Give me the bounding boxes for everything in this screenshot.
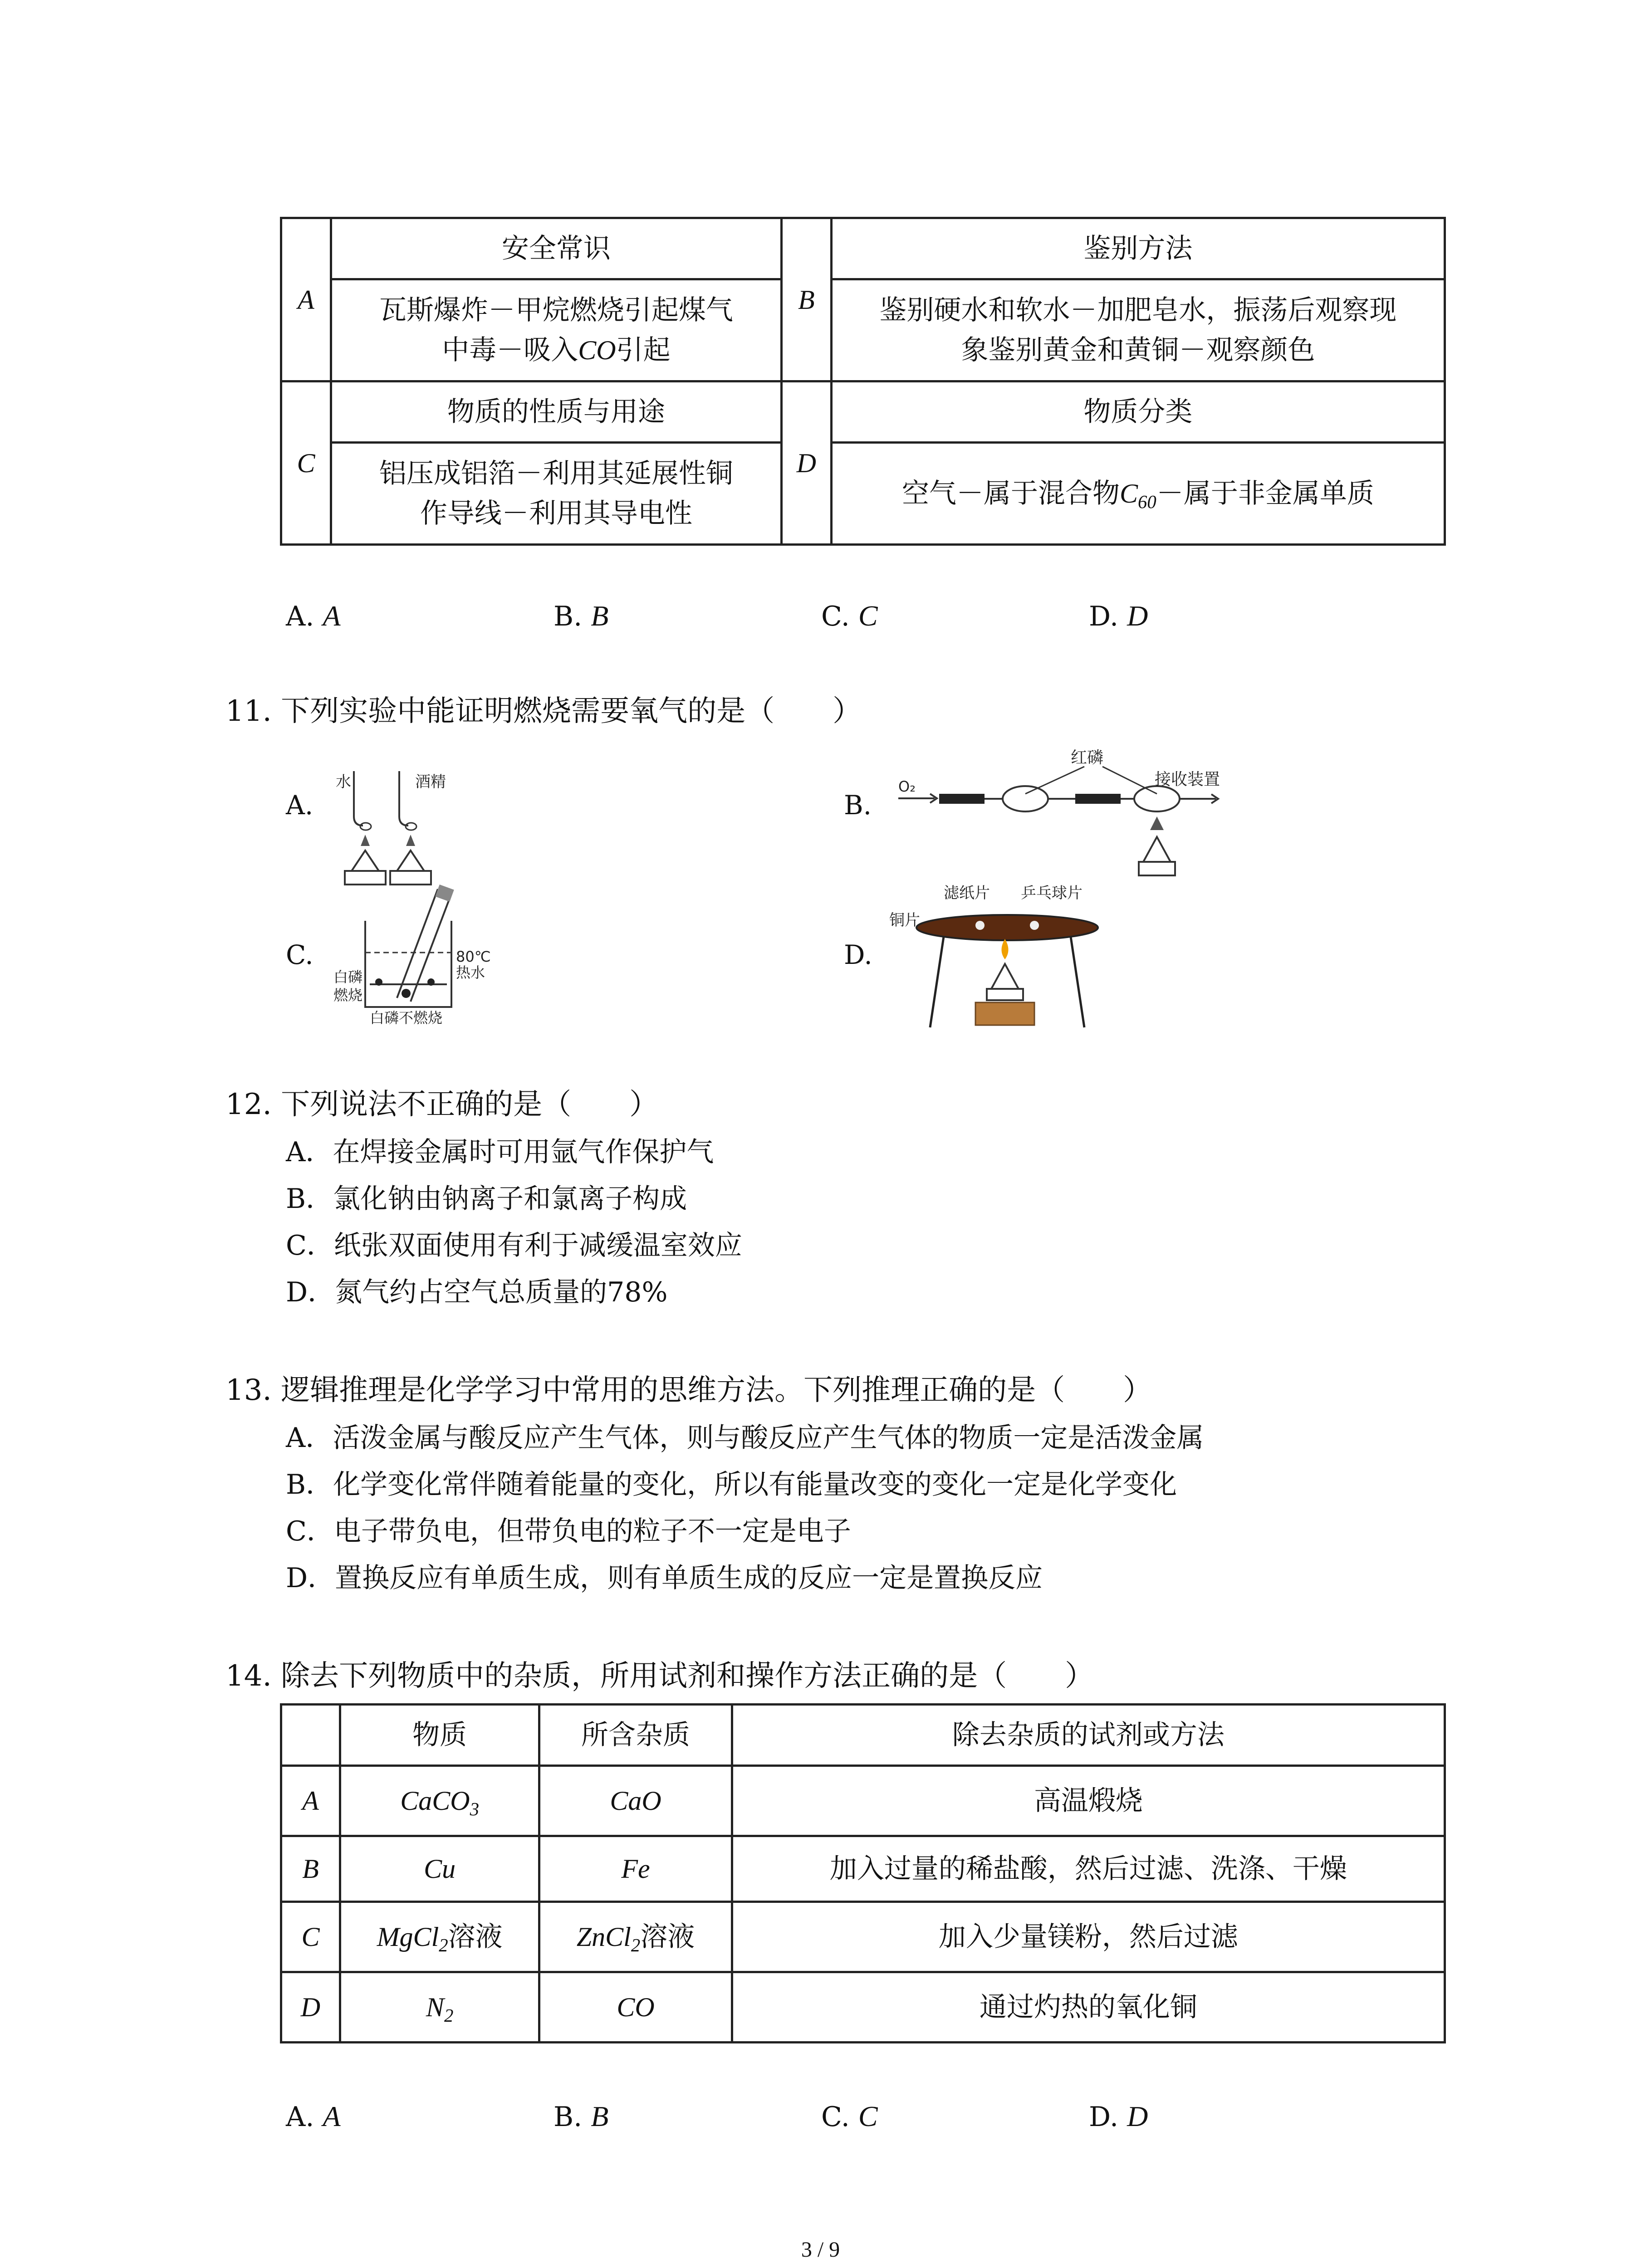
fig-a-alcohol-label: 酒精	[415, 773, 446, 791]
q10-header-a: 安全常识	[331, 218, 781, 279]
q14-row-impurity	[539, 1902, 732, 1972]
q14-choice-d[interactable]	[1089, 2098, 1148, 2135]
q10-choice-d-label: D.	[1089, 601, 1119, 632]
q14-choice-b-value: B	[591, 2100, 609, 2132]
q14-row-method: 加入少量镁粉，然后过滤	[732, 1902, 1445, 1972]
q13-option-b[interactable]: B．化学变化常伴随着能量的变化，所以有能量改变的变化一定是化学变化	[286, 1469, 1177, 1501]
q14-choice-a-value: A	[323, 2100, 341, 2132]
fig-d-filter-label: 滤纸片	[944, 884, 990, 902]
q14-row-impurity	[539, 1836, 732, 1902]
q10-choice-a-label: A.	[286, 601, 314, 632]
q11-option-a-label[interactable]: A.	[286, 790, 314, 821]
fig-b-receiver-label: 接收装置	[1155, 770, 1220, 789]
q10-cell-letter-a: A	[281, 218, 331, 381]
fig-a-water-label: 水	[336, 773, 351, 791]
q13-stem: 13. 逻辑推理是化学学习中常用的思维方法。下列推理正确的是（ ）	[225, 1374, 1152, 1407]
q10-d-formula: C	[1120, 479, 1138, 508]
q10-header-d: 物质分类	[831, 381, 1445, 443]
q12-option-a[interactable]: A．在焊接金属时可用氩气作保护气	[286, 1136, 714, 1168]
q14-row-letter: A	[281, 1766, 340, 1836]
q13-option-c[interactable]: C．电子带负电，但带负电的粒子不一定是电子	[286, 1515, 851, 1547]
table-row	[281, 1972, 1445, 2043]
q14-row-letter: C	[281, 1902, 340, 1972]
q11-option-b-label[interactable]: B.	[844, 790, 872, 821]
q12-option-c[interactable]: C．纸张双面使用有利于减缓温室效应	[286, 1230, 742, 1261]
q10-content-b-line2: 象鉴别黄金和黄铜－观察颜色	[961, 334, 1315, 366]
q14-row-method: 通过灼热的氧化铜	[732, 1972, 1445, 2043]
fig-c-temp-label: 80℃	[456, 948, 491, 965]
q11-stem: 11. 下列实验中能证明燃烧需要氧气的是（ ）	[225, 694, 862, 728]
q14-row-method: 高温煅烧	[732, 1766, 1445, 1836]
q14-choice-a-label: A.	[286, 2101, 314, 2133]
q14-header-letter	[281, 1705, 340, 1766]
q10-cell-letter-d: D	[781, 381, 831, 545]
page-number: 3 / 9	[801, 2238, 840, 2262]
q10-d-tail: －属于非金属单质	[1156, 478, 1374, 509]
q14-choice-a[interactable]	[286, 2098, 341, 2135]
q14-row-substance	[340, 1972, 539, 2043]
q14-choice-d-value: D	[1127, 2100, 1148, 2132]
formula-sub: 3	[470, 1799, 480, 1820]
table-row	[281, 1836, 1445, 1902]
q10-header-c: 物质的性质与用途	[331, 381, 781, 443]
q14-row-substance	[340, 1836, 539, 1902]
formula-main: CaO	[610, 1786, 661, 1816]
q14-choice-c-value: C	[858, 2100, 878, 2132]
q12-stem: 12. 下列说法不正确的是（ ）	[225, 1088, 659, 1121]
table-row	[281, 1902, 1445, 1972]
q10-a-line2-tail: 引起	[616, 334, 671, 366]
q10-content-a-line1: 瓦斯爆炸－甲烷燃烧引起煤气	[379, 294, 733, 326]
q14-row-method: 加入过量的稀盐酸，然后过滤、洗涤、干燥	[732, 1836, 1445, 1902]
q11-figure-d	[889, 880, 1143, 1034]
formula-main: CaCO	[400, 1786, 470, 1816]
q12-option-b[interactable]: B．氯化钠由钠离子和氯离子构成	[286, 1183, 687, 1215]
q10-choice-c-value: C	[858, 600, 878, 632]
q11-figure-c	[333, 885, 515, 1030]
fig-c-burn-label: 燃烧	[333, 987, 363, 1004]
q10-content-d	[831, 443, 1445, 545]
q10-options-table	[280, 217, 1446, 546]
q14-choice-c-label: C.	[821, 2101, 850, 2133]
q14-choice-d-label: D.	[1089, 2101, 1119, 2133]
q10-d-text: 空气－属于混合物	[902, 478, 1120, 509]
q14-choice-c[interactable]	[821, 2098, 878, 2135]
q14-row-impurity	[539, 1972, 732, 2043]
formula-main: ZnCl	[576, 1922, 631, 1952]
q11-figure-a	[327, 767, 472, 903]
q11-option-d-label[interactable]: D.	[844, 939, 872, 970]
q10-cell-letter-b: B	[781, 218, 831, 381]
q10-cell-letter-c: C	[281, 381, 331, 545]
q10-content-b-line1: 鉴别硬水和软水－加肥皂水，振荡后观察现	[879, 294, 1397, 326]
q10-choice-c[interactable]	[821, 598, 878, 635]
formula-main: Fe	[621, 1854, 650, 1884]
q10-choice-d-value: D	[1127, 600, 1148, 632]
table-row	[281, 1766, 1445, 1836]
q10-choice-a[interactable]	[286, 598, 341, 635]
q14-header-impurity: 所含杂质	[539, 1705, 732, 1766]
fig-b-redp-label: 红磷	[1071, 748, 1104, 767]
q14-row-letter: D	[281, 1972, 340, 2043]
formula-main: CO	[617, 1992, 655, 2022]
fig-c-hot-label: 热水	[456, 964, 485, 981]
q14-stem: 14. 除去下列物质中的杂质，所用试剂和操作方法正确的是（ ）	[225, 1659, 1094, 1693]
q10-choice-d[interactable]	[1089, 598, 1148, 635]
q14-table	[280, 1703, 1446, 2043]
fig-b-o2-label: O₂	[898, 778, 916, 795]
formula-tail: 溶液	[448, 1921, 503, 1953]
q10-choice-c-label: C.	[821, 601, 850, 632]
q14-row-letter: B	[281, 1836, 340, 1902]
q10-content-c-line1: 铝压成铝箔－利用其延展性铜	[379, 458, 733, 489]
formula-sub: 2	[439, 1935, 448, 1956]
q14-row-impurity	[539, 1766, 732, 1836]
q14-row-substance	[340, 1766, 539, 1836]
q14-header-substance: 物质	[340, 1705, 539, 1766]
q10-d-formula-sub: 60	[1138, 492, 1156, 513]
q10-choice-b-label: B.	[554, 601, 583, 632]
fig-c-white1-label: 白磷	[333, 968, 363, 986]
q14-choice-b-label: B.	[554, 2101, 583, 2133]
q14-header-method: 除去杂质的试剂或方法	[732, 1705, 1445, 1766]
q12-option-d[interactable]: D．氮气约占空气总质量的78%	[286, 1276, 668, 1308]
q14-choice-b[interactable]	[554, 2098, 608, 2135]
formula-main: MgCl	[377, 1922, 439, 1952]
fig-c-white2-label: 白磷不燃烧	[370, 1009, 443, 1026]
q10-content-a	[331, 279, 781, 381]
formula-tail: 溶液	[640, 1921, 695, 1953]
fig-d-copper-label: 铜片	[889, 911, 920, 929]
q14-row-substance	[340, 1902, 539, 1972]
q13-option-a[interactable]: A．活泼金属与酸反应产生气体，则与酸反应产生气体的物质一定是活泼金属	[286, 1422, 1204, 1454]
q10-content-b	[831, 279, 1445, 381]
q10-a-line2-text: 中毒－吸入	[442, 334, 578, 366]
q11-figure-b	[889, 748, 1234, 894]
q11-option-c-label[interactable]: C.	[286, 939, 314, 970]
q10-content-c-line2: 作导线－利用其导电性	[420, 498, 692, 529]
formula-main: N	[426, 1992, 444, 2022]
q10-choice-a-value: A	[323, 600, 341, 632]
formula-sub: 2	[444, 2005, 454, 2026]
q10-choice-b-value: B	[591, 600, 609, 632]
q10-a-formula: CO	[578, 335, 616, 365]
q10-choice-b[interactable]	[554, 598, 608, 635]
formula-main: Cu	[424, 1854, 456, 1884]
fig-d-pingpong-label: 乒乓球片	[1021, 884, 1083, 902]
q10-content-a-line2	[344, 330, 769, 370]
formula-sub: 2	[631, 1935, 641, 1956]
q10-content-c	[331, 443, 781, 545]
q13-option-d[interactable]: D．置换反应有单质生成，则有单质生成的反应一定是置换反应	[286, 1562, 1043, 1594]
q10-header-b: 鉴别方法	[831, 218, 1445, 279]
